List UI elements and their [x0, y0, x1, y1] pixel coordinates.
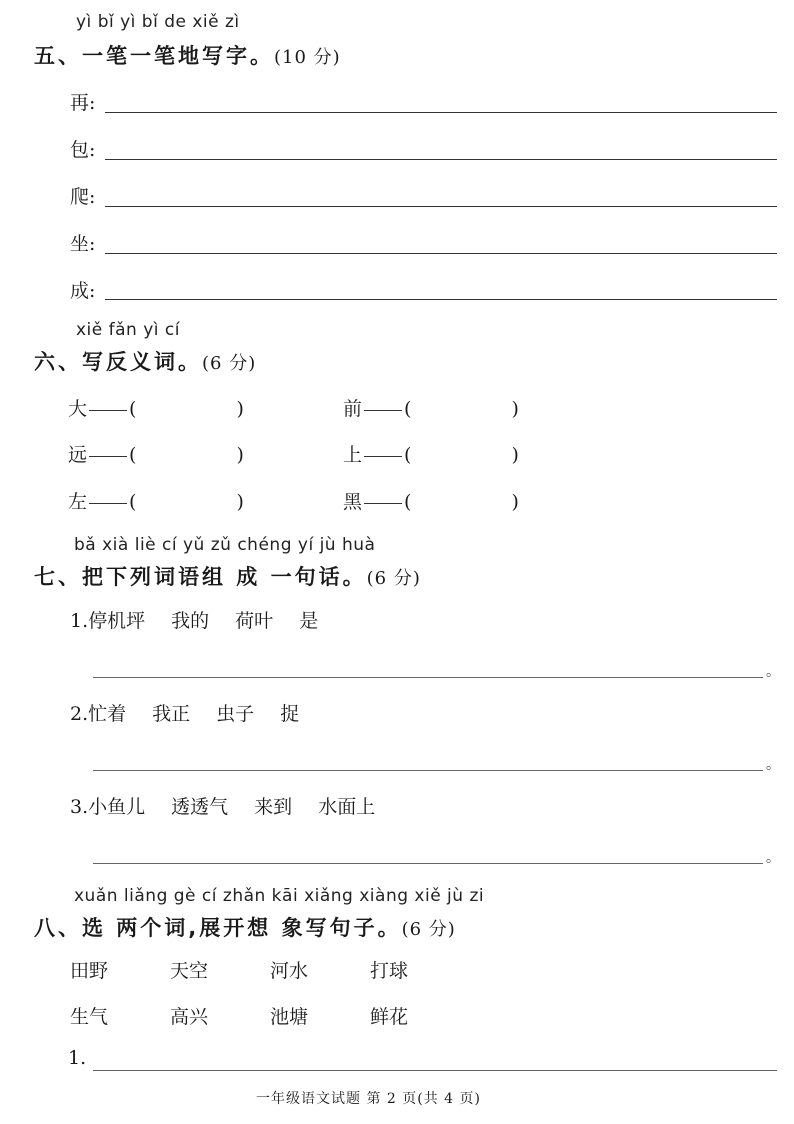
antonym-char: 黑 — [343, 491, 363, 513]
sec7-score: (6 分) — [366, 568, 421, 589]
choice-word: 生气 — [70, 1006, 109, 1028]
item-number: 3. — [70, 796, 89, 818]
sec7-answer-line-1[interactable] — [93, 677, 763, 678]
antonym-char: 左 — [68, 491, 88, 513]
antonym-char: 前 — [343, 398, 363, 420]
sec6-title-text: 六、写反义词。 — [34, 350, 202, 374]
choice-word: 鲜花 — [370, 1006, 409, 1028]
sec5-char-2: 包: — [70, 139, 96, 161]
word: 我的 — [171, 610, 210, 632]
item-number: 1. — [70, 610, 89, 632]
sec8-title-text: 八、选 两个词,展开想 象写句子。 — [34, 916, 402, 940]
dash — [364, 503, 402, 504]
sec7-title — [34, 561, 421, 591]
sec5-write-line-4[interactable] — [105, 253, 777, 254]
sec7-pinyin: bǎ xià liè cí yǔ zǔ chéng yí jù huà — [74, 535, 376, 555]
sec6-pair-3-left — [68, 487, 244, 514]
sec8-pinyin: xuǎn liǎng gè cí zhǎn kāi xiǎng xiàng xiě jù zi — [74, 886, 485, 906]
sec5-char-3: 爬: — [70, 186, 96, 208]
dash — [364, 456, 402, 457]
choice-word: 天空 — [170, 960, 209, 982]
sec7-item-3 — [70, 792, 401, 819]
word: 来到 — [254, 796, 293, 818]
close-paren: ) — [511, 491, 519, 513]
word: 透透气 — [171, 796, 229, 818]
antonym-char: 远 — [68, 444, 88, 466]
sec6-score: (6 分) — [202, 353, 257, 374]
sec5-score: (10 分) — [274, 47, 341, 68]
sec5-write-line-5[interactable] — [105, 299, 777, 300]
sec6-pinyin: xiě fǎn yì cí — [76, 320, 180, 340]
sec8-word-row-2 — [70, 1002, 470, 1029]
sec7-end-mark-1: 。 — [766, 664, 780, 680]
dash — [364, 410, 402, 411]
close-paren: ) — [511, 398, 519, 420]
word: 虫子 — [216, 703, 255, 725]
word: 荷叶 — [235, 610, 274, 632]
sec7-end-mark-3: 。 — [766, 850, 780, 866]
word: 水面上 — [318, 796, 376, 818]
sec5-pinyin: yì bǐ yì bǐ de xiě zì — [76, 12, 240, 32]
antonym-char: 大 — [68, 398, 88, 420]
word: 是 — [299, 610, 319, 632]
sec5-char-4: 坐: — [70, 233, 96, 255]
open-paren: ( — [404, 398, 412, 420]
sec7-answer-line-2[interactable] — [93, 770, 763, 771]
sec6-pair-1-left — [68, 394, 244, 421]
open-paren: ( — [404, 444, 412, 466]
sec5-title-text: 五、一笔一笔地写字。 — [34, 44, 274, 68]
dash — [89, 503, 127, 504]
open-paren: ( — [129, 444, 137, 466]
sec6-pair-3-right — [343, 487, 519, 514]
sec8-title — [34, 912, 456, 942]
word: 小鱼儿 — [88, 796, 146, 818]
word: 捉 — [280, 703, 300, 725]
dash — [89, 410, 127, 411]
sec6-pair-2-left — [68, 440, 244, 467]
close-paren: ) — [236, 444, 244, 466]
sec7-end-mark-2: 。 — [766, 757, 780, 773]
choice-word: 打球 — [370, 960, 409, 982]
close-paren: ) — [236, 491, 244, 513]
sec5-char-5: 成: — [70, 280, 96, 302]
sec7-title-text: 七、把下列词语组 成 一句话。 — [34, 565, 367, 589]
sec8-answer-line-1[interactable] — [93, 1070, 777, 1071]
item-number: 2. — [70, 703, 89, 725]
sec8-answer-number: 1. — [68, 1047, 87, 1069]
sec5-write-line-1[interactable] — [105, 112, 777, 113]
sec6-pair-2-right — [343, 440, 519, 467]
sec7-answer-line-3[interactable] — [93, 863, 763, 864]
sec8-score: (6 分) — [401, 919, 456, 940]
antonym-char: 上 — [343, 444, 363, 466]
open-paren: ( — [129, 398, 137, 420]
page-footer: 一年级语文试题 第 2 页(共 4 页) — [256, 1091, 481, 1107]
word: 我正 — [152, 703, 191, 725]
sec5-title — [34, 40, 341, 70]
close-paren: ) — [511, 444, 519, 466]
choice-word: 河水 — [270, 960, 309, 982]
sec6-pair-1-right — [343, 394, 519, 421]
close-paren: ) — [236, 398, 244, 420]
choice-word: 池塘 — [270, 1006, 309, 1028]
choice-word: 高兴 — [170, 1006, 209, 1028]
dash — [89, 456, 127, 457]
sec8-word-row-1 — [70, 956, 470, 983]
sec6-title — [34, 346, 256, 376]
sec5-write-line-3[interactable] — [105, 206, 777, 207]
sec5-write-line-2[interactable] — [105, 159, 777, 160]
choice-word: 田野 — [70, 960, 109, 982]
open-paren: ( — [404, 491, 412, 513]
open-paren: ( — [129, 491, 137, 513]
sec5-char-1: 再: — [70, 92, 96, 114]
word: 停机坪 — [88, 610, 146, 632]
word: 忙着 — [88, 703, 127, 725]
sec7-item-1 — [70, 606, 344, 633]
sec7-item-2 — [70, 699, 325, 726]
